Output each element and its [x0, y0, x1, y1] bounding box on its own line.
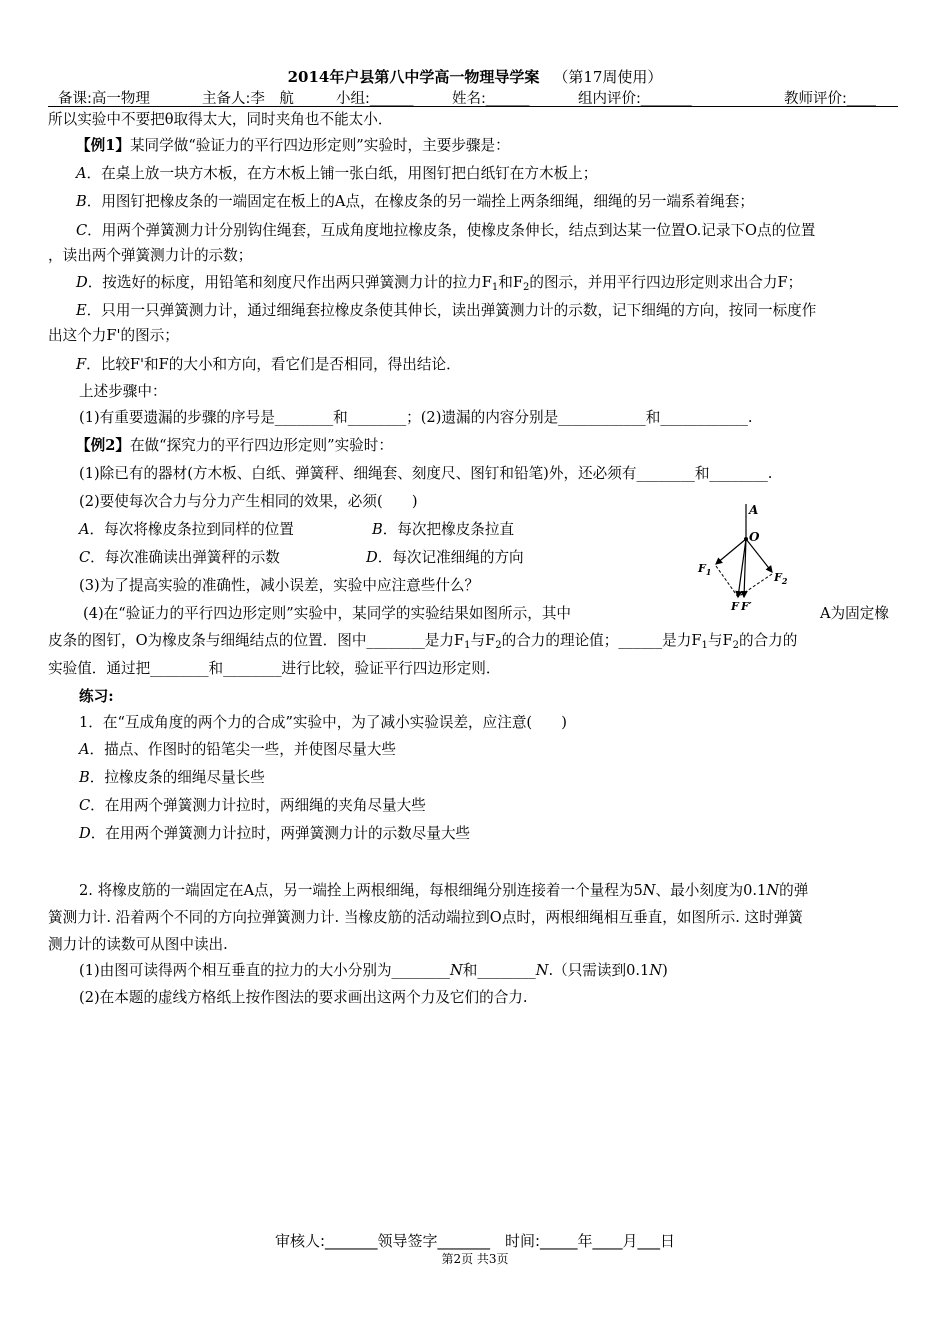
- parallelogram-side-2: [738, 574, 772, 597]
- example1-step-e-cont: 出这个力F'的图示；: [48, 327, 179, 344]
- example1-step-c: C．用两个弹簧测力计分别钩住绳套，互成角度地拉橡皮条，使橡皮条伸长，结点到达某一位置O.记录下O点的位置: [76, 222, 816, 239]
- label-f-prime: F′: [741, 600, 752, 613]
- example1-question: (1)有重要遗漏的步骤的序号是________和________；(2)遗漏的内容分别是____________和____________.: [79, 409, 753, 426]
- header-divider: [48, 106, 898, 107]
- example1-step-a: A．在桌上放一块方木板，在方木板上铺一张白纸，用图钉把白纸钉在方木板上；: [76, 165, 598, 182]
- practice-q2: 2. 将橡皮筋的一端固定在A点，另一端拴上两根细绳，每根细绳分别连接着一个量程为5N、最小刻度为0.1N的弹: [79, 882, 809, 899]
- example2-q4: (4)在“验证力的平行四边形定则”实验中，某同学的实验结果如图所示，其中: [83, 605, 572, 622]
- force-diagram: [688, 500, 798, 625]
- author-field: 主备人:李 航: [202, 91, 294, 107]
- label-o: O: [749, 530, 760, 544]
- practice-label: 练习:: [79, 688, 114, 705]
- label-f: F: [731, 600, 739, 613]
- label-f2: $F_2$: [774, 571, 788, 586]
- example2-q4-end: 实验值．通过把________和________进行比较，验证平行四边形定则．: [48, 660, 501, 677]
- body-line: 所以实验中不要把θ取得太大，同时夹角也不能太小．: [48, 111, 393, 128]
- group-eval-field: 组内评价:_______: [578, 91, 692, 107]
- example2-q4-tail: A为固定橡: [820, 605, 889, 622]
- page-number: 第2页 共3页: [441, 1252, 509, 1266]
- example1-intro: 【例1】某同学做“验证力的平行四边形定则”实验时，主要步骤是：: [76, 137, 510, 154]
- example2-q1: (1)除已有的器材(方木板、白纸、弹簧秤、细绳套、刻度尺、图钉和铅笔)外，还必须有________和________.: [79, 465, 773, 482]
- example1-step-d: D．按选好的标度，用铅笔和刻度尺作出两只弹簧测力计的拉力$F_1$和$F_2$的图示，并用平行四边形定则求出合力F；: [76, 274, 803, 293]
- practice-q1-option-b: B．拉橡皮条的细绳尽量长些: [79, 769, 265, 786]
- name-field: 姓名:______: [452, 91, 530, 107]
- example1-step-f: F．比较F'和F的大小和方向，看它们是否相同，得出结论．: [76, 356, 461, 373]
- practice-q2-cont: 簧测力计. 沿着两个不同的方向拉弹簧测力计. 当橡皮筋的活动端拉到O点时，两根细绳相互垂直，如图所示. 这时弹簧: [48, 909, 803, 926]
- example1-question-intro: 上述步骤中：: [79, 383, 167, 400]
- example1-step-e: E．只用一只弹簧测力计，通过细绳套拉橡皮条使其伸长，读出弹簧测力计的示数，记下细绳的方向，按同一标度作: [76, 302, 817, 319]
- title-text: 2014年户县第八中学高一物理导学案: [287, 68, 540, 86]
- practice-q2-sub1: (1)由图可读得两个相互垂直的拉力的大小分别为________N和________N.（只需读到0.1N): [79, 962, 668, 979]
- parallelogram-side-1: [716, 566, 738, 597]
- example2-intro: 【例2】在做“探究力的平行四边形定则”实验时：: [76, 437, 393, 454]
- example2-option-b: B．每次把橡皮条拉直: [372, 521, 515, 538]
- example1-step-c-cont: ，读出两个弹簧测力计的示数；: [48, 247, 253, 264]
- prep-field: 备课:高一物理: [58, 91, 150, 107]
- practice-q2-cont2: 测力计的读数可从图中读出.: [48, 936, 228, 953]
- example2-q3: (3)为了提高实验的准确性，减小误差，实验中应注意些什么？: [79, 577, 480, 594]
- example1-step-b: B．用图钉把橡皮条的一端固定在板上的A点，在橡皮条的另一端拴上两条细绳，细绳的另一端系着绳套；: [76, 193, 754, 210]
- document-title: [0, 66, 950, 87]
- example2-option-a: A．每次将橡皮条拉到同样的位置: [79, 521, 294, 538]
- example2-q2: (2)要使每次合力与分力产生相同的效果，必须( ): [79, 493, 418, 510]
- label-a: A: [749, 503, 759, 517]
- group-field: 小组:______: [336, 91, 414, 107]
- example2-option-c: C．每次准确读出弹簧秤的示数: [79, 549, 280, 566]
- example2-q4-cont: 皮条的图钉，O为橡皮条与细绳结点的位置．图中________是力$F_1$与$F_2$的合力的理论值；______是力$F_1$与$F_2$的合力的: [48, 632, 798, 651]
- practice-q1-option-d: D．在用两个弹簧测力计拉时，两弹簧测力计的示数尽量大些: [79, 825, 471, 842]
- title-subtitle: （第17周使用）: [553, 68, 663, 86]
- footer-signature-line: 审核人:_______领导签字_______ 时间:_____年____月___日: [274, 1232, 676, 1250]
- example2-option-d: D．每次记准细绳的方向: [366, 549, 524, 566]
- header-fields: [58, 87, 898, 105]
- practice-q1-option-c: C．在用两个弹簧测力计拉时，两细绳的夹角尽量大些: [79, 797, 426, 814]
- practice-q1: 1．在“互成角度的两个力的合成”实验中，为了减小实验误差，应注意( ): [79, 714, 568, 731]
- label-f1: $F_1$: [698, 562, 712, 577]
- practice-q2-sub2: (2)在本题的虚线方格纸上按作图法的要求画出这两个力及它们的合力.: [79, 989, 528, 1006]
- practice-q1-option-a: A．描点、作图时的铅笔尖一些，并使图尽量大些: [79, 741, 397, 758]
- teacher-eval-field: 教师评价:____: [784, 91, 876, 107]
- force-f1-arrow: [716, 539, 746, 564]
